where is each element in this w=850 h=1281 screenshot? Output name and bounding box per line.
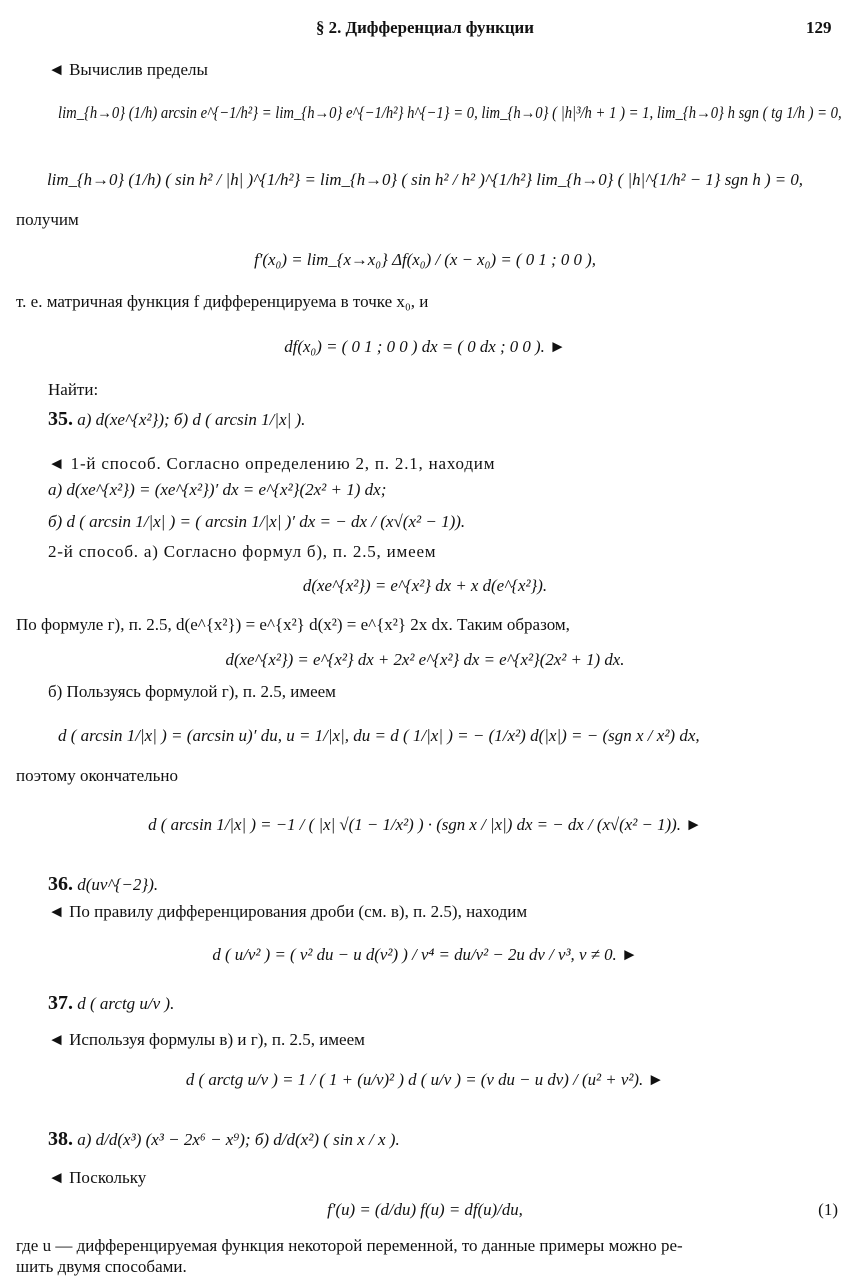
problem-number: 35. bbox=[48, 408, 73, 430]
formula-line: d ( arctg u/v ) = 1 / ( 1 + (u/v)² ) d ( u/v ) = (v du − u dv) / (u² + v²). ► bbox=[185, 1070, 665, 1089]
formula-line: d ( arcsin 1/|x| ) = (arcsin u)′ du, u = 1/|x|, du = d ( 1/|x| ) = − (1/x²) d(|x|) = − (sgn x / x²) dx, bbox=[58, 726, 700, 745]
problem-37 bbox=[48, 992, 174, 1015]
text-line: ◄ 1-й способ. Согласно определению 2, п. 2.1, находим bbox=[48, 454, 496, 473]
formula-line: d ( u/v² ) = ( v² du − u d(v²) ) / v⁴ = du/v² − 2u dv / v³, v ≠ 0. ► bbox=[212, 945, 638, 964]
problem-statement: d ( arctg u/v ). bbox=[77, 994, 175, 1013]
text-line: поэтому окончательно bbox=[16, 766, 178, 785]
text-line: б) Пользуясь формулой г), п. 2.5, имеем bbox=[48, 682, 336, 701]
formula-line: б) d ( arcsin 1/|x| ) = ( arcsin 1/|x| )′ dx = − dx / (x√(x² − 1)). bbox=[48, 512, 466, 531]
formula-line: d(xe^{x²}) = e^{x²} dx + 2x² e^{x²} dx = e^{x²}(2x² + 1) dx. bbox=[225, 650, 625, 669]
text-line: По формуле г), п. 2.5, d(e^{x²}) = e^{x²} d(x²) = e^{x²} 2x dx. Таким образом, bbox=[16, 615, 570, 634]
formula-line: df(x₀) = ( 0 1 ; 0 0 ) dx = ( 0 dx ; 0 0 ). ► bbox=[284, 337, 566, 356]
text-line: где u — дифференцируемая функция некоторой переменной, то данные примеры можно ре- bbox=[16, 1236, 683, 1255]
problem-statement: а) d(xe^{x²}); б) d ( arcsin 1/|x| ). bbox=[77, 410, 306, 429]
text-line: т. е. матричная функция f дифференцируема в точке x₀, и bbox=[16, 292, 429, 311]
formula-line: lim_{h→0} (1/h) ( sin h² / |h| )^{1/h²} = lim_{h→0} ( sin h² / h² )^{1/h²} lim_{h→0} ( |h|^{1/h² − 1} sgn h ) = 0, bbox=[46, 170, 804, 189]
text-line: ◄ Вычислив пределы bbox=[48, 60, 208, 79]
text-line: 2-й способ. а) Согласно формул б), п. 2.5, имеем bbox=[48, 542, 437, 561]
problem-statement: а) d/d(x³) (x³ − 2x⁶ − x⁹); б) d/d(x²) ( sin x / x ). bbox=[77, 1130, 400, 1149]
text-line: шить двумя способами. bbox=[16, 1257, 187, 1276]
section-title: § 2. Дифференциал функции bbox=[316, 18, 534, 37]
problem-number: 38. bbox=[48, 1128, 73, 1150]
problem-number: 37. bbox=[48, 992, 73, 1014]
text-line: получим bbox=[16, 210, 79, 229]
text-line: Найти: bbox=[48, 380, 99, 399]
text-line: ◄ Используя формулы в) и г), п. 2.5, имеем bbox=[48, 1030, 365, 1049]
problem-36 bbox=[48, 873, 158, 896]
formula-line: d ( arcsin 1/|x| ) = −1 / ( |x| √(1 − 1/x²) ) · (sgn x / |x|) dx = − dx / (x√(x² − 1)). ► bbox=[148, 815, 702, 834]
formula-line: lim_{h→0} (1/h) arcsin e^{−1/h²} = lim_{h→0} e^{−1/h²} h^{−1} = 0, lim_{h→0} ( |h|³/h + 1 ) = 1, lim_{h→0} h sgn ( tg 1/h ) = 0, bbox=[58, 103, 842, 122]
page-number: 129 bbox=[806, 18, 832, 37]
formula-line: f′(u) = (d/du) f(u) = df(u)/du, bbox=[327, 1200, 523, 1219]
formula-line: а) d(xe^{x²}) = (xe^{x²})′ dx = e^{x²}(2x² + 1) dx; bbox=[48, 480, 387, 499]
problem-statement: d(uv^{−2}). bbox=[77, 875, 159, 894]
formula-line: f′(x₀) = lim_{x→x₀} Δf(x₀) / (x − x₀) = ( 0 1 ; 0 0 ), bbox=[254, 250, 596, 269]
problem-38 bbox=[48, 1128, 400, 1151]
text-line: ◄ По правилу дифференцирования дроби (см. в), п. 2.5), находим bbox=[48, 902, 528, 921]
problem-35 bbox=[48, 408, 305, 431]
text-line: ◄ Поскольку bbox=[48, 1168, 147, 1187]
equation-number: (1) bbox=[818, 1200, 838, 1219]
formula-line: d(xe^{x²}) = e^{x²} dx + x d(e^{x²}). bbox=[302, 576, 548, 595]
problem-number: 36. bbox=[48, 873, 73, 895]
